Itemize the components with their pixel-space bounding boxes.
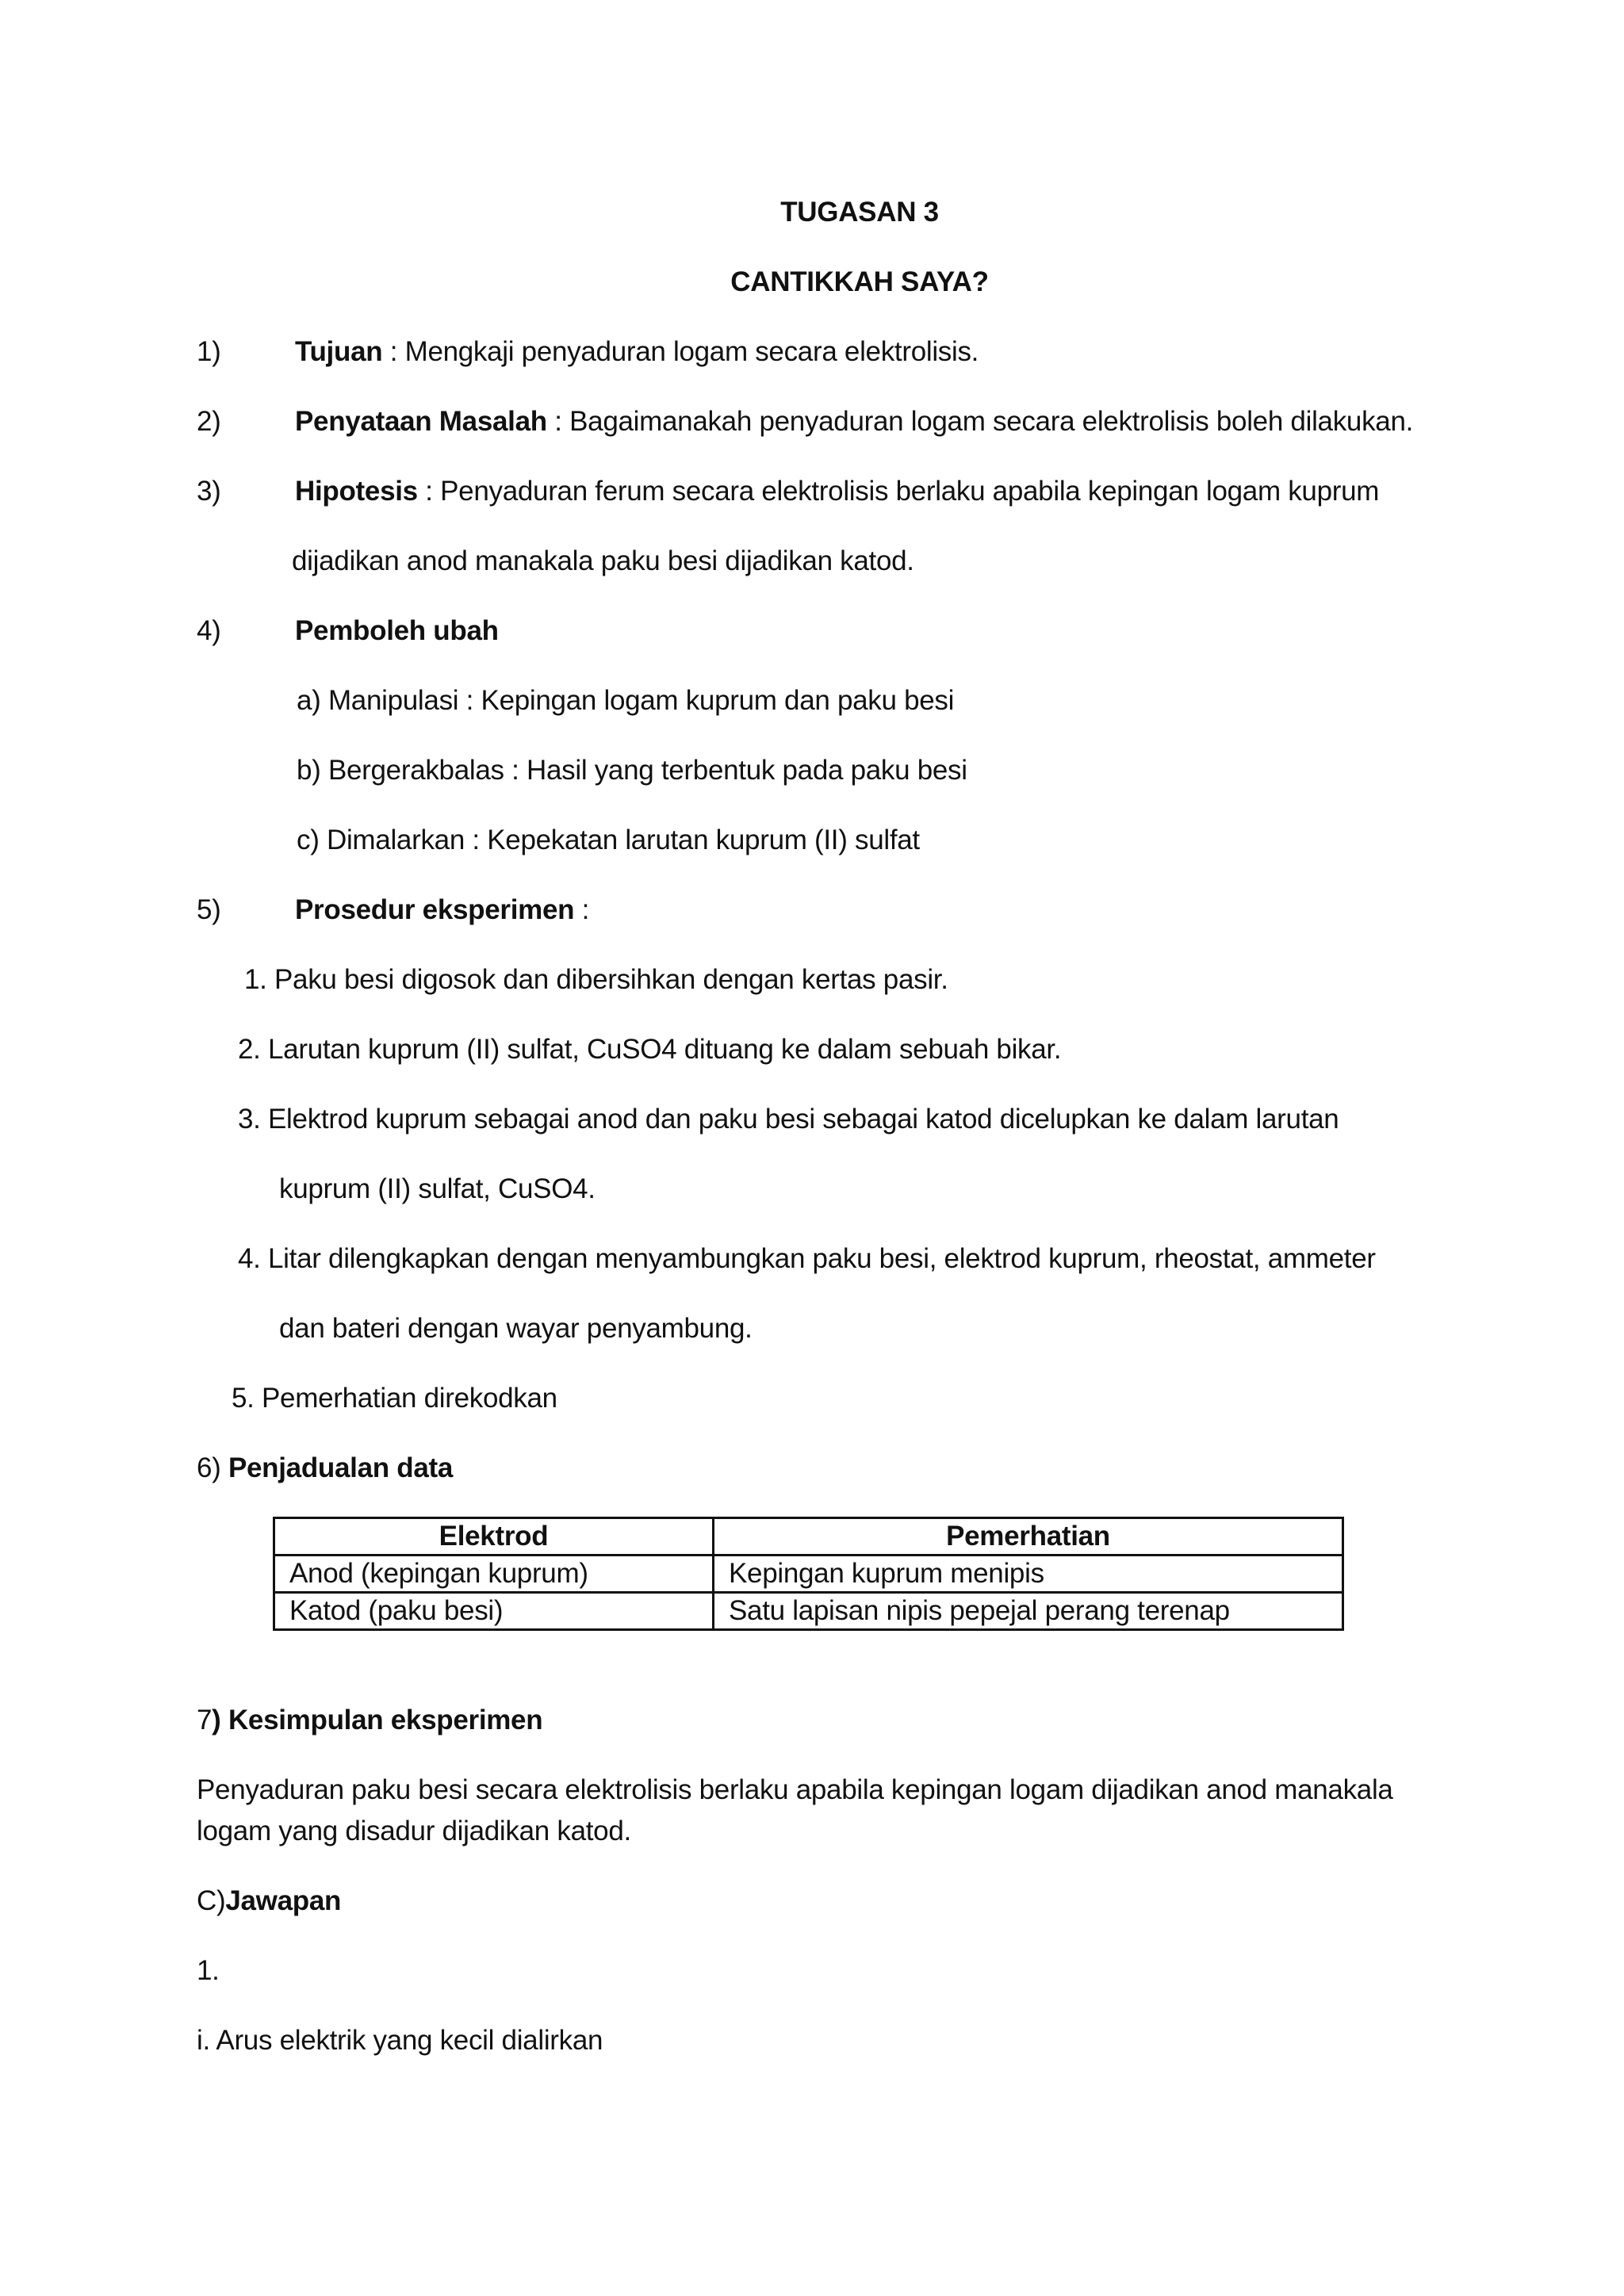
table-cell: Satu lapisan nipis pepejal perang terenap [714, 1593, 1343, 1630]
table-cell: Anod (kepingan kuprum) [274, 1556, 714, 1593]
answer-text: i. Arus elektrik yang kecil dialirkan [197, 2025, 603, 2056]
item-number: 1) [197, 336, 221, 367]
item-content [295, 893, 589, 928]
section-kesimpulan [197, 1703, 542, 1738]
procedure-step: 3. Elektrod kuprum sebagai anod dan paku besi sebagai katod dicelupkan ke dalam larutan [238, 1104, 1339, 1135]
item-number: 6) [197, 1452, 228, 1483]
item-label: ) Kesimpulan eksperimen [212, 1705, 543, 1735]
item-number: 4) [197, 615, 221, 646]
document-title: TUGASAN 3 [780, 197, 939, 228]
item-number: 7 [197, 1705, 213, 1735]
kesimpulan-text: logam yang disadur dijadikan katod. [197, 1816, 631, 1846]
table-row [274, 1556, 1343, 1593]
section-label: Jawapan [225, 1885, 342, 1916]
hipotesis-continuation: dijadikan anod manakala paku besi dijadikan katod. [292, 545, 914, 576]
section-prefix: C) [197, 1885, 226, 1916]
variable-dimalarkan: c) Dimalarkan : Kepekatan larutan kuprum (II) sulfat [297, 825, 920, 855]
procedure-step: 1. Paku besi digosok dan dibersihkan dengan kertas pasir. [244, 964, 948, 995]
procedure-step-continuation: kuprum (II) sulfat, CuSO4. [279, 1173, 596, 1204]
section-jawapan [197, 1884, 341, 1919]
item-number: 2) [197, 406, 221, 437]
item-text: : Bagaimanakah penyaduran logam secara elektrolisis boleh dilakukan. [546, 406, 1414, 437]
item-number: 5) [197, 894, 221, 925]
table-cell: Kepingan kuprum menipis [714, 1556, 1343, 1593]
document-subtitle: CANTIKKAH SAYA? [730, 266, 989, 297]
table-header-cell: Pemerhatian [714, 1518, 1343, 1556]
item-penjadualan [197, 1451, 453, 1486]
procedure-step: 5. Pemerhatian direkodkan [232, 1383, 557, 1414]
item-label: Penyataan Masalah [295, 406, 547, 437]
procedure-step: 4. Litar dilengkapkan dengan menyambungkan paku besi, elektrod kuprum, rheostat, ammeter [238, 1243, 1376, 1274]
table-header-row [274, 1518, 1343, 1556]
procedure-step: 2. Larutan kuprum (II) sulfat, CuSO4 dituang ke dalam sebuah bikar. [238, 1034, 1062, 1065]
item-label: Pemboleh ubah [295, 615, 499, 646]
table-header-cell: Elektrod [274, 1518, 714, 1556]
item-number: 3) [197, 476, 221, 507]
item-text: : [574, 894, 590, 925]
item-label: Penjadualan data [228, 1452, 454, 1483]
observation-table [273, 1517, 1344, 1631]
kesimpulan-text: Penyaduran paku besi secara elektrolisis berlaku apabila kepingan logam dijadikan anod manakala [197, 1774, 1393, 1805]
item-text: : Mengkaji penyaduran logam secara elektrolisis. [382, 336, 979, 367]
question-number: 1. [197, 1955, 220, 1986]
table-cell: Katod (paku besi) [274, 1593, 714, 1630]
procedure-step-continuation: dan bateri dengan wayar penyambung. [279, 1313, 753, 1344]
item-content [295, 335, 979, 369]
item-label: Tujuan [295, 336, 383, 367]
item-text: : Penyaduran ferum secara elektrolisis berlaku apabila kepingan logam kuprum [417, 476, 1380, 507]
item-content [295, 404, 1413, 439]
item-label: Prosedur eksperimen [295, 894, 575, 925]
item-content [295, 474, 1379, 509]
variable-bergerakbalas: b) Bergerakbalas : Hasil yang terbentuk pada paku besi [297, 755, 967, 786]
variable-manipulasi: a) Manipulasi : Kepingan logam kuprum dan paku besi [297, 685, 955, 716]
item-label: Hipotesis [295, 476, 418, 507]
table-row [274, 1593, 1343, 1630]
